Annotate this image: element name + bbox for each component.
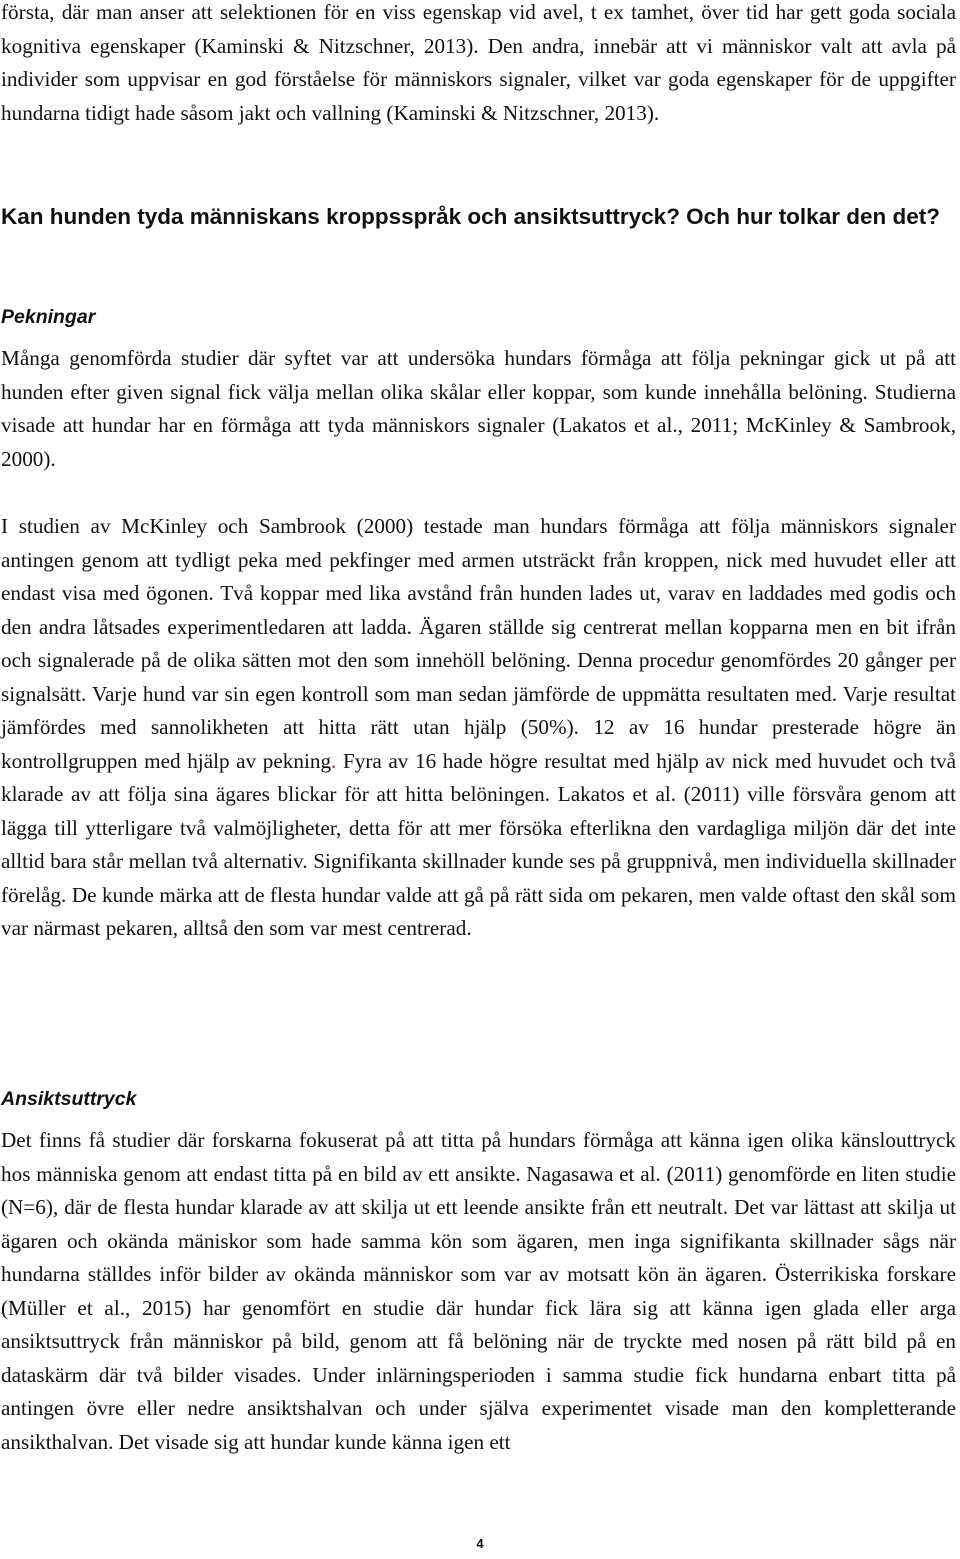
subheading-ansiktsuttryck: Ansiktsuttryck — [1, 1088, 137, 1110]
paragraph-ansiktsuttryck: Det finns få studier där forskarna fokuserat på att titta på hundars förmåga att känna igen olika känslouttryck hos människa genom att endast titta på en bild av ett ansikte. Nagasawa et al. (2011) genomförde en liten studie (N=6), där de flesta hundar klarade av att skilja ut ett leende ansikte från ett neutralt. Det var lättast att skilja ut ägaren och okända mäniskor som hade samma kön som ägaren, men inga signifikanta skillnader sågs när hundarna ställdes inför bilder av okända människor som var av motsatt kön än ägaren. Österrikiska forskare (Müller et al., 2015) har genomfört en studie där hundar fick lära sig att känna igen glada eller arga ansiktsuttryck från människor på bild, genom att få belöning när de tryckte med nosen på rätt bild på en dataskärm där två bilder visades. Under inlärningsperioden i samma studie fick hundarna enbart titta på antingen övre eller nedre ansiktshalvan och under själva experimentet visade man den kompletterande ansikthalvan. Det visade sig att hundar kunde känna igen ett — [1, 1128, 956, 1454]
page-number: 4 — [476, 1536, 484, 1551]
paragraph-pekningar-2-part-a: I studien av McKinley och Sambrook (2000) testade man hundars förmåga att följa människors signaler antingen genom att tydligt peka med pekfinger med armen utsträckt från kroppen, nick med huvudet eller att endast visa med ögonen. Två koppar med lika avstånd från hunden lades ut, varav en laddades med godis och den andra låtsades experimentledaren att ladda. Ägaren ställde sig centrerat mellan kopparna men en bit ifrån och signalerade på de olika sätten mot den som innehöll belöning. Denna procedur genomfördes 20 gånger per signalsätt. Varje hund var sin egen kontroll som man sedan jämförde de uppmätta resultaten med. Varje resultat jämfördes med sannolikheten att hitta rätt utan hjälp (50%). 12 av 16 hundar presterade högre än kontrollgruppen med hjälp av pekning — [1, 514, 956, 773]
paragraph-intro: första, där man anser att selektionen för en viss egenskap vid avel, t ex tamhet, över tid har gett goda sociala kognitiva egenskaper (Kaminski & Nitzschner, 2013). Den andra, innebär att vi människor valt att avla på individer som uppvisar en god förståelse för människors signaler, vilket var goda egenskaper för de uppgifter hundarna tidigt hade såsom jakt och vallning (Kaminski & Nitzschner, 2013). — [1, 0, 956, 125]
subheading-pekningar: Pekningar — [1, 306, 96, 328]
highlighted-period: . — [331, 748, 337, 773]
section-heading: Kan hunden tyda människans kroppsspråk och ansiktsuttryck? Och hur tolkar den det? — [1, 204, 940, 229]
paragraph-pekningar-1: Många genomförda studier där syftet var att undersöka hundars förmåga att följa pekningar gick ut på att hunden efter given signal fick välja mellan olika skålar eller koppar, som kunde innehålla belöning. Studierna visade att hundar har en förmåga att tyda människors signaler (Lakatos et al., 2011; McKinley & Sambrook, 2000). — [1, 346, 956, 471]
paragraph-pekningar-2-part-b: Fyra av 16 hade högre resultat med hjälp av nick med huvudet och två klarade av att följa sina ägares blickar för att hitta belöningen. Lakatos et al. (2011) ville försvåra genom att lägga till ytterligare två valmöjligheter, detta för att mer försöka efterlikna den vardagliga miljön där det inte alltid bara står mellan två alternativ. Signifikanta skillnader kunde ses på gruppnivå, men individuella skillnader förelåg. De kunde märka att de flesta hundar valde att gå på rätt sida om pekaren, men valde oftast den skål som var närmast pekaren, alltså den som var mest centrerad. — [1, 748, 956, 940]
paragraph-pekningar-2 — [1, 510, 956, 946]
